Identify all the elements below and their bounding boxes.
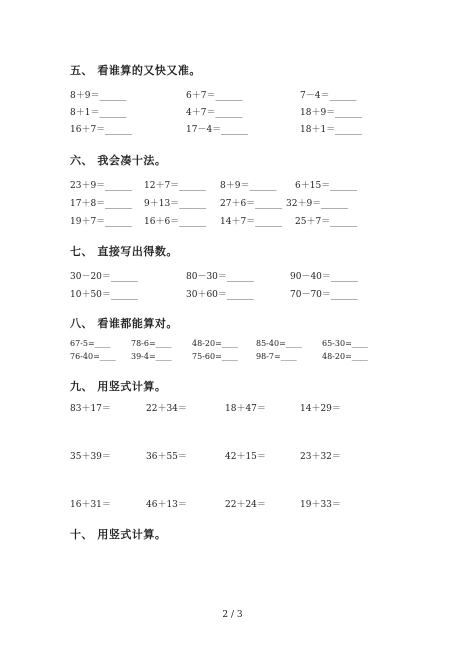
section-title-7: 七、 直接写出得数。	[70, 245, 178, 258]
problem: 27＋6＝______	[220, 199, 283, 209]
section-title-5: 五、 看谁算的又快又准。	[70, 64, 201, 77]
section-title-6: 六、 我会凑十法。	[70, 154, 167, 167]
problem: 75-60=____	[192, 352, 238, 361]
problem: 16＋31＝	[70, 500, 111, 510]
problem: 22＋24＝	[225, 500, 266, 510]
problem: 18＋9＝______	[300, 108, 363, 118]
problem: 14＋7＝______	[220, 217, 283, 227]
problem: 17－4＝______	[186, 125, 249, 135]
problem: 17＋8＝______	[70, 199, 133, 209]
section-title-10: 十、 用竖式计算。	[70, 528, 167, 541]
problem: 8＋1＝______	[70, 108, 127, 118]
problem: 85-40=____	[256, 339, 302, 348]
problem: 7－4＝______	[300, 91, 357, 101]
problem: 42＋15＝	[225, 452, 266, 462]
problem: 12＋7＝______	[144, 181, 207, 191]
problem: 48-20=____	[192, 339, 238, 348]
section-title-8: 八、 看谁都能算对。	[70, 317, 178, 330]
problem: 65-30=____	[322, 339, 368, 348]
problem: 23＋32＝	[300, 452, 341, 462]
problem: 35＋39＝	[70, 452, 111, 462]
problem: 32＋9＝______	[286, 199, 349, 209]
problem: 19＋7＝______	[70, 217, 133, 227]
problem: 83＋17＝	[70, 404, 111, 414]
problem: 16＋6＝______	[144, 217, 207, 227]
problem: 80－30＝______	[186, 272, 254, 282]
problem: 6＋15＝______	[295, 181, 358, 191]
problem: 8＋9＝______	[70, 91, 127, 101]
problem: 39-4=____	[131, 352, 172, 361]
page-number: 2 / 3	[222, 610, 243, 620]
problem: 4＋7＝______	[186, 108, 243, 118]
problem: 9＋13＝______	[144, 199, 207, 209]
problem: 98-7=____	[256, 352, 297, 361]
problem: 67-5=____	[70, 339, 111, 348]
problem: 48-20=____	[322, 352, 368, 361]
problem: 36＋55＝	[146, 452, 187, 462]
problem: 18＋47＝	[225, 404, 266, 414]
problem: 10＋50＝______	[70, 290, 138, 300]
problem: 30＋60＝______	[186, 290, 254, 300]
problem: 30－20＝______	[70, 272, 138, 282]
problem: 19＋33＝	[300, 500, 341, 510]
problem: 6＋7＝______	[186, 91, 243, 101]
problem: 23＋9＝______	[70, 181, 133, 191]
problem: 18＋1＝______	[300, 125, 363, 135]
problem: 16＋7＝______	[70, 125, 133, 135]
problem: 22＋34＝	[146, 404, 187, 414]
problem: 70－70＝______	[290, 290, 358, 300]
problem: 25＋7＝______	[295, 217, 358, 227]
problem: 8＋9＝______	[220, 181, 277, 191]
problem: 46＋13＝	[146, 500, 187, 510]
problem: 76-40=____	[70, 352, 116, 361]
problem: 14＋29＝	[300, 404, 341, 414]
problem: 78-6=____	[131, 339, 172, 348]
section-title-9: 九、 用竖式计算。	[70, 380, 167, 393]
problem: 90－40＝______	[290, 272, 358, 282]
